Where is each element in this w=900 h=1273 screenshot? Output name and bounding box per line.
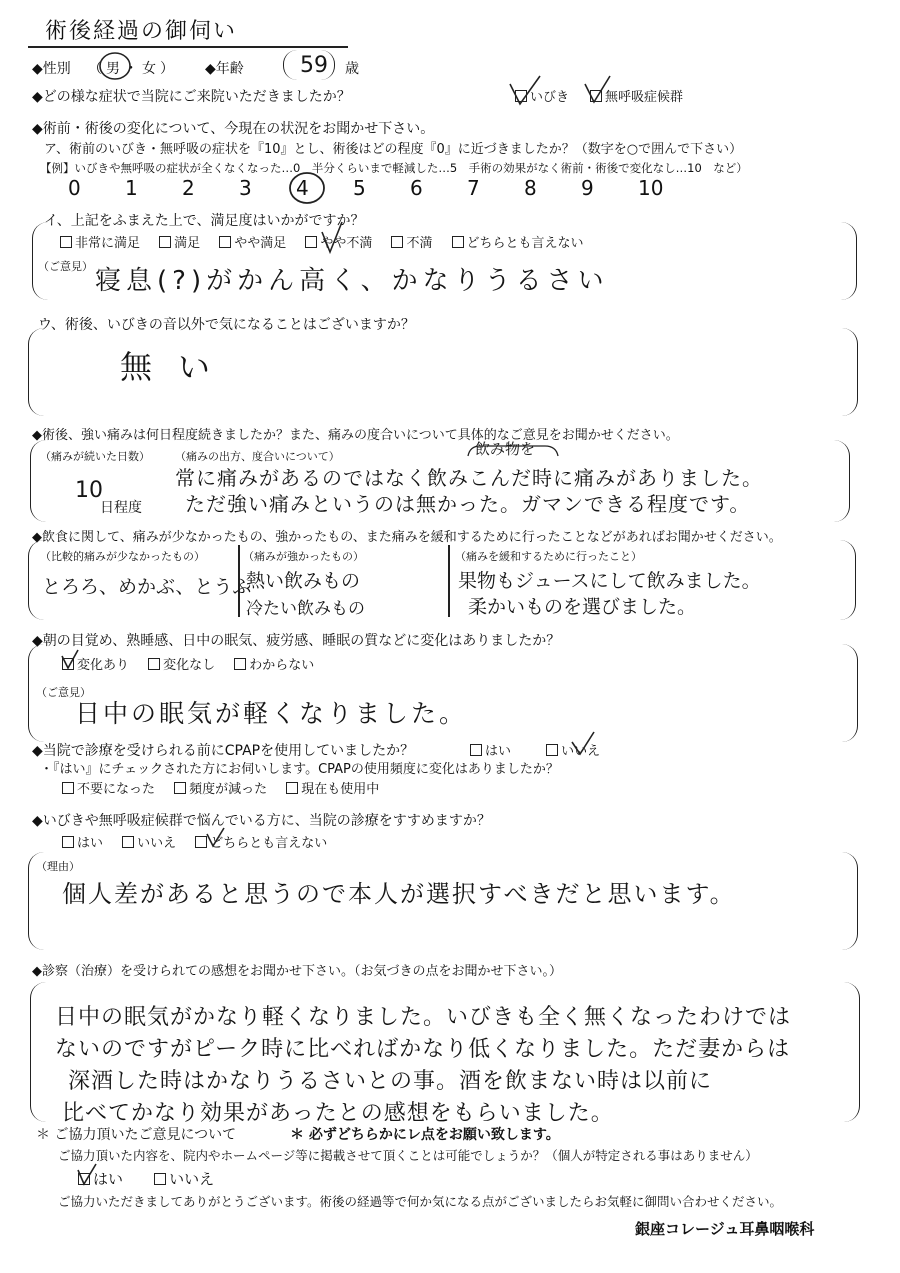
- satisfaction-opinion[interactable]: 寝息(?)がかん高く、かなりうるさい: [95, 266, 609, 296]
- scale-0[interactable]: 0: [68, 176, 81, 200]
- pain-detail-insert: 飲み物を: [475, 440, 536, 458]
- pain-detail-label: （痛みの出方、度合いについて）: [175, 450, 340, 463]
- recommend-question: ◆いびきや無呼吸症候群で悩んでいる方に、当院の診療をすすめますか？: [32, 813, 491, 829]
- consent-question: ご協力頂いた内容を、院内やホームページ等に掲載させて頂くことは可能でしょうか？（個人が特定される事はありません）: [58, 1148, 758, 1163]
- pain-question: ◆術後、強い痛みは何日程度続きましたか？また、痛みの度合いについて具体的なご意見をお聞かせください。: [32, 428, 679, 443]
- recommend-reason[interactable]: 個人差があると思うので本人が選択すべきだと思います。: [62, 880, 736, 908]
- age-unit: 歳: [345, 61, 359, 77]
- symptom-option-snoring[interactable]: いびき: [515, 86, 569, 105]
- option-unknown[interactable]: わからない: [234, 654, 314, 673]
- cpap-followup-options: [62, 778, 393, 797]
- diet-more-label: （痛みが強かったもの）: [243, 550, 364, 563]
- scale-example: 【例】いびきや無呼吸の症状が全くなくなった…0 半分くらいまで軽減した…5 手術の効果がなく術前・術後で変化なし…10 など）: [40, 161, 748, 175]
- option-less-frequent[interactable]: 頻度が減った: [174, 778, 267, 797]
- sleep-opinion[interactable]: 日中の眠気が軽くなりました。: [75, 699, 468, 728]
- recommend-reason-label: （理由）: [36, 860, 80, 873]
- option-dissatisfied[interactable]: 不満: [391, 232, 432, 251]
- cpap-options: [470, 740, 614, 759]
- diet-less-label: （比較的痛みが少なかったもの）: [40, 550, 205, 563]
- cpap-followup: ・『はい』にチェックされた方にお伺いします。CPAPの使用頻度に変化はありましたか？: [40, 762, 559, 777]
- option-changed[interactable]: 変化あり: [62, 654, 129, 673]
- recommend-option-neutral[interactable]: どちらとも言えない: [195, 832, 327, 851]
- consent-option-no[interactable]: いいえ: [154, 1168, 214, 1189]
- diet-more-line1[interactable]: 熱い飲みもの: [246, 570, 361, 592]
- diet-more-line2[interactable]: 冷たい飲みもの: [246, 599, 365, 619]
- sleep-options: [62, 654, 328, 673]
- scale-8[interactable]: 8: [524, 176, 537, 200]
- sex-label: ◆性別: [32, 61, 71, 77]
- consent-heading-left: ＊ ご協力頂いたご意見について: [36, 1127, 237, 1143]
- consent-options: [78, 1168, 228, 1189]
- option-no-longer-needed[interactable]: 不要になった: [62, 778, 155, 797]
- sex-options[interactable]: （男・女）: [88, 61, 178, 77]
- sleep-opinion-label: （ご意見）: [36, 686, 91, 699]
- diet-less-value[interactable]: とろろ、めかぶ、とうふ: [42, 576, 252, 598]
- pain-days-value[interactable]: 10: [75, 478, 103, 503]
- scale-question: ア、術前のいびき・無呼吸の症状を『10』とし、術後はどの程度『0』に近づきましたか？（数字を○で囲んで下さい）: [44, 142, 743, 157]
- recommend-option-no[interactable]: いいえ: [122, 832, 176, 851]
- age-value[interactable]: 59: [300, 53, 328, 78]
- option-somewhat-satisfied[interactable]: やや満足: [219, 232, 286, 251]
- footer-thanks: ご協力いただきましてありがとうございます。術後の経過等で何か気になる点がございましたらお気軽に御問い合わせください。: [58, 1194, 783, 1209]
- satisfaction-opinion-label: （ご意見）: [38, 260, 93, 273]
- satisfaction-question: イ、上記をふまえた上で、満足度はいかがですか？: [44, 213, 365, 229]
- diet-question: ◆飲食に関して、痛みが少なかったもの、強かったもの、また痛みを緩和するために行ったことなどがあればお聞かせください。: [32, 530, 782, 545]
- checkbox[interactable]: [590, 90, 602, 102]
- satisfaction-options: [60, 232, 598, 251]
- page-title: 術後経過の御伺い: [45, 19, 238, 44]
- scale-5[interactable]: 5: [353, 176, 366, 200]
- cpap-option-yes[interactable]: はい: [470, 740, 511, 759]
- scale-2[interactable]: 2: [182, 176, 195, 200]
- option-somewhat-dissatisfied[interactable]: やや不満: [305, 232, 372, 251]
- scale-6[interactable]: 6: [410, 176, 423, 200]
- consent-heading-right: ＊ 必ずどちらかにレ点をお願い致します。: [290, 1127, 560, 1143]
- other-concerns-answer[interactable]: 無い: [120, 348, 237, 386]
- diet-relief-line2[interactable]: 柔かいものを選びました。: [468, 596, 697, 618]
- sleep-question: ◆朝の目覚め、熟睡感、日中の眠気、疲労感、睡眠の質などに変化はありましたか？: [32, 633, 561, 649]
- pain-days-unit: 日程度: [100, 500, 142, 516]
- clinic-name: 銀座コレージュ耳鼻咽喉科: [635, 1220, 815, 1238]
- scale-7[interactable]: 7: [467, 176, 480, 200]
- scale-10[interactable]: 10: [638, 176, 664, 200]
- cpap-question: ◆当院で診療を受けられる前にCPAPを使用していましたか？: [32, 743, 415, 759]
- pain-detail-line2[interactable]: ただ強い痛みというのは無かった。ガマンできる程度です。: [185, 492, 751, 516]
- age-label: ◆年齢: [205, 61, 244, 77]
- impression-line-2[interactable]: ないのですがピーク時に比べればかなり低くなりました。ただ妻からは: [55, 1037, 791, 1062]
- option-satisfied[interactable]: 満足: [159, 232, 200, 251]
- scale-4[interactable]: 4: [296, 176, 309, 200]
- impression-line-1[interactable]: 日中の眠気がかなり軽くなりました。いびきも全く無くなったわけでは: [55, 1005, 792, 1030]
- checkbox[interactable]: [515, 90, 527, 102]
- pain-days-label: （痛みが続いた日数）: [40, 450, 150, 463]
- consent-option-yes[interactable]: はい: [78, 1168, 123, 1189]
- age-bracket: [283, 50, 335, 80]
- recommend-options: [62, 832, 341, 851]
- impression-line-4[interactable]: 比べてかなり効果があったとの感想をもらいました。: [62, 1101, 614, 1126]
- other-concerns-question: ウ、術後、いびきの音以外で気になることはございますか？: [38, 317, 415, 333]
- change-question: ◆術前・術後の変化について、今現在の状況をお聞かせ下さい。: [32, 121, 435, 137]
- symptom-option-apnea[interactable]: 無呼吸症候群: [590, 86, 683, 105]
- pain-detail-line1[interactable]: 常に痛みがあるのではなく飲みこんだ時に痛みがありました。: [175, 466, 763, 490]
- symptoms-question: ◆どの様な症状で当院にご来院いただきましたか？: [32, 89, 351, 105]
- scale-9[interactable]: 9: [581, 176, 594, 200]
- scale-1[interactable]: 1: [125, 176, 138, 200]
- option-neutral[interactable]: どちらとも言えない: [452, 232, 584, 251]
- diet-relief-label: （痛みを緩和するために行ったこと）: [455, 550, 642, 563]
- recommend-option-yes[interactable]: はい: [62, 832, 103, 851]
- scale-3[interactable]: 3: [239, 176, 252, 200]
- diet-relief-line1[interactable]: 果物もジュースにして飲みました。: [458, 570, 761, 592]
- title-underline: [28, 46, 348, 48]
- severity-scale: [68, 176, 695, 200]
- divider: [448, 545, 450, 617]
- impression-question: ◆診察（治療）を受けられての感想をお聞かせ下さい。（お気づきの点をお聞かせ下さい。）: [32, 964, 562, 979]
- impression-line-3[interactable]: 深酒した時はかなりうるさいとの事。酒を飲まない時は以前に: [68, 1069, 713, 1094]
- option-no-change[interactable]: 変化なし: [148, 654, 215, 673]
- option-still-using[interactable]: 現在も使用中: [286, 778, 379, 797]
- option-very-satisfied[interactable]: 非常に満足: [60, 232, 140, 251]
- cpap-option-no[interactable]: いいえ: [546, 740, 600, 759]
